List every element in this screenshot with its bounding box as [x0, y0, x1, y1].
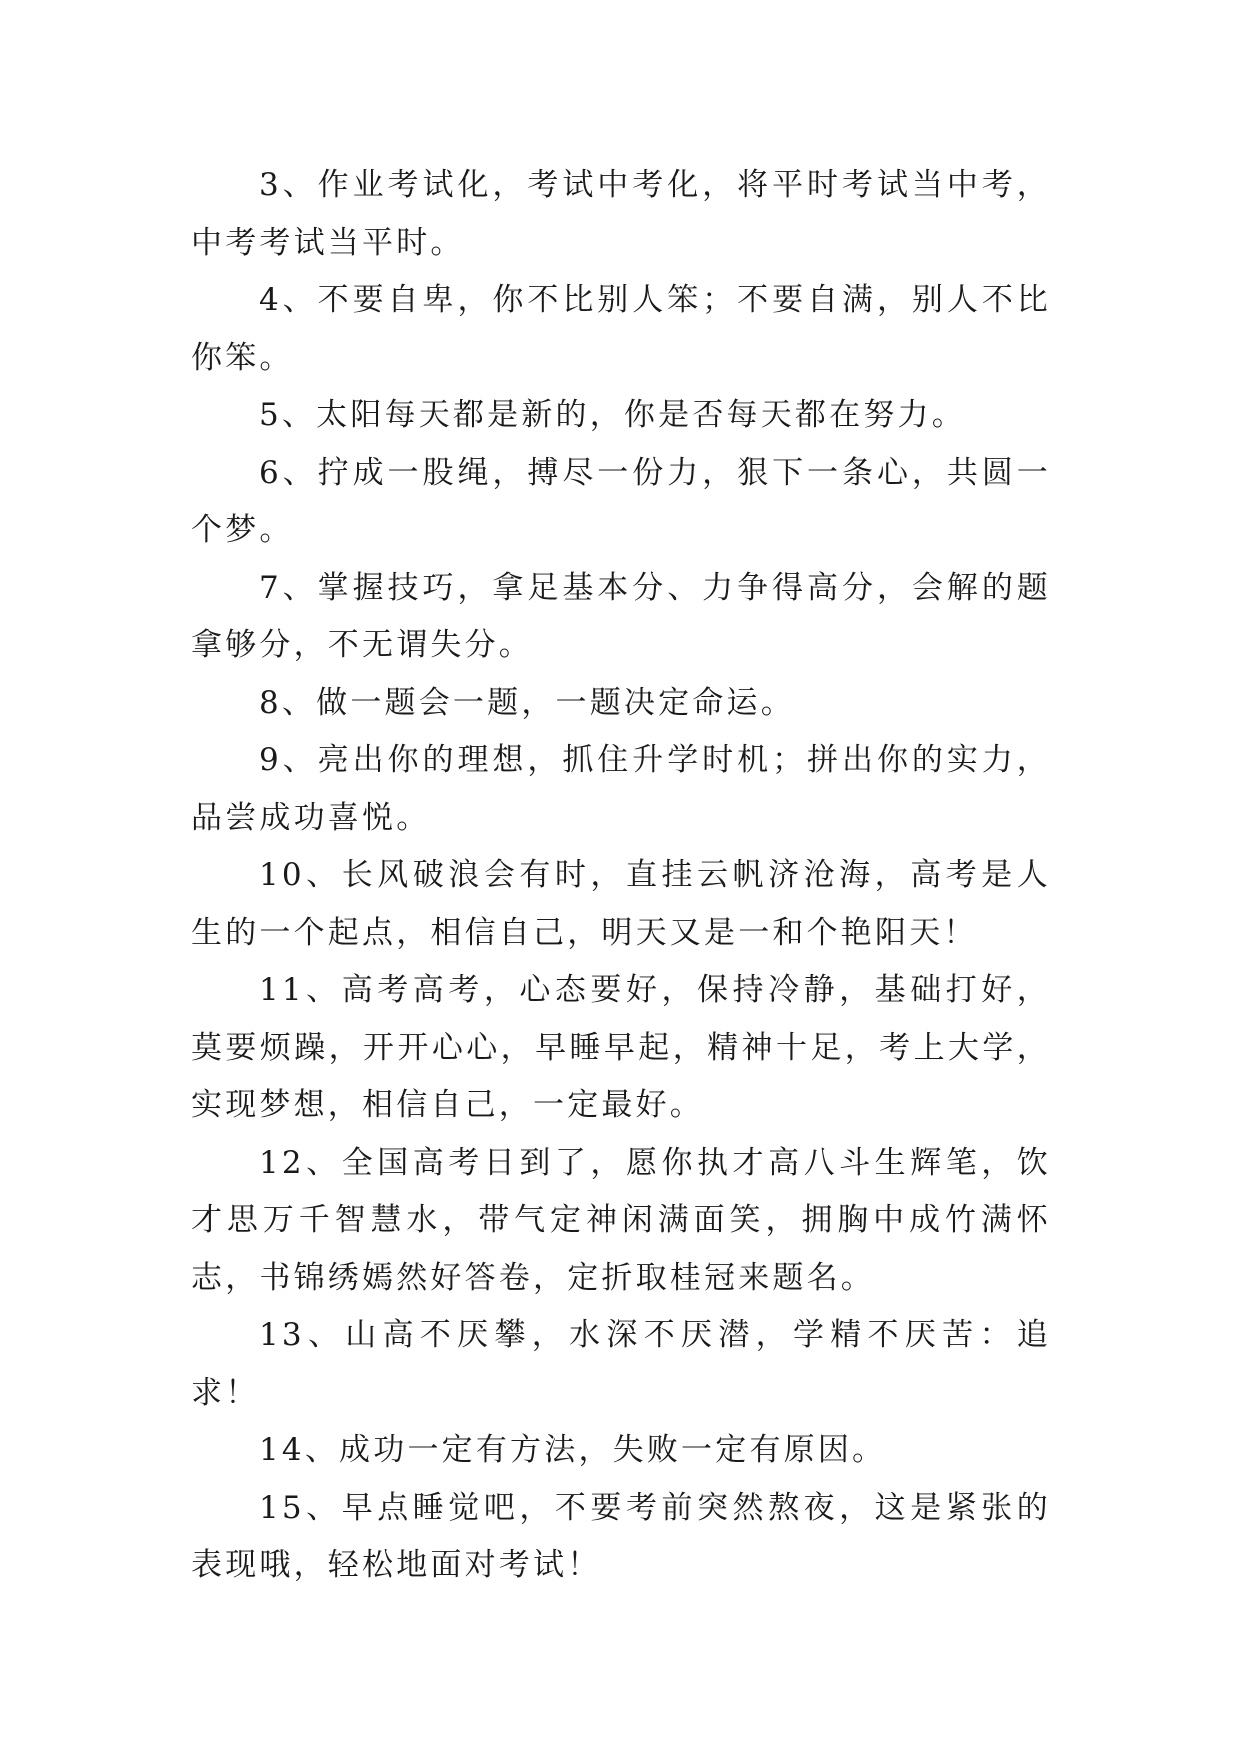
paragraph-item-13: 13、山高不厌攀，水深不厌潜，学精不厌苦：追求！	[191, 1317, 1051, 1411]
document-body	[191, 157, 1051, 1595]
paragraph-item-6: 6、拧成一股绳，搏尽一份力，狠下一条心，共圆一个梦。	[191, 454, 1051, 548]
paragraph-item-12: 12、全国高考日到了，愿你执才高八斗生辉笔，饮才思万千智慧水，带气定神闲满面笑，拥胸中成竹满怀志，书锦绣嫣然好答卷，定折取桂冠来题名。	[191, 1144, 1051, 1296]
paragraph-item-11: 11、高考高考，心态要好，保持冷静，基础打好，莫要烦躁，开开心心，早睡早起，精神十足，考上大学，实现梦想，相信自己，一定最好。	[191, 972, 1051, 1123]
paragraph-item-9: 9、亮出你的理想，抓住升学时机；拼出你的实力，品尝成功喜悦。	[191, 742, 1051, 836]
paragraph-item-4: 4、不要自卑，你不比别人笨；不要自满，别人不比你笨。	[191, 282, 1051, 376]
paragraph-item-10: 10、长风破浪会有时，直挂云帆济沧海，高考是人生的一个起点，相信自己，明天又是一和个艳阳天！	[191, 857, 1051, 951]
paragraph-item-8: 8、做一题会一题，一题决定命运。	[259, 684, 795, 721]
paragraph-item-3: 3、作业考试化，考试中考化，将平时考试当中考，中考考试当平时。	[191, 167, 1051, 261]
paragraph-item-7: 7、掌握技巧，拿足基本分、力争得高分，会解的题拿够分，不无谓失分。	[191, 569, 1051, 663]
paragraph-item-14: 14、成功一定有方法，失败一定有原因。	[259, 1432, 887, 1468]
paragraph-item-5: 5、太阳每天都是新的，你是否每天都在努力。	[259, 397, 966, 433]
paragraph-item-15: 15、早点睡觉吧，不要考前突然熬夜，这是紧张的表现哦，轻松地面对考试！	[191, 1489, 1051, 1583]
